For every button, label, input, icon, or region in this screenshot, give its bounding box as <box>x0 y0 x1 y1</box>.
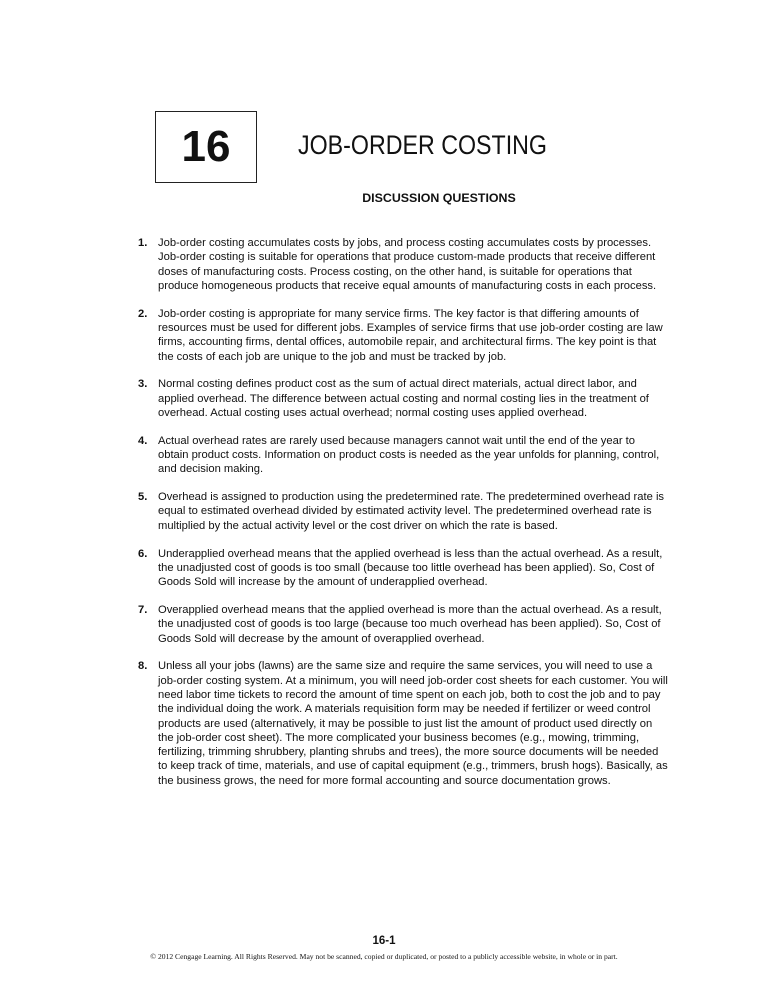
question-text: Job-order costing is appropriate for many service firms. The key factor is that differing amounts of resources must be used for different jobs. Examples of service firms that use job-order costing are law firms, accounting firms, dental offices, automobile repair, and architectural firms. The key point is that the costs of each job are unique to the job and must be tracked by job. <box>158 307 663 363</box>
question-number: 8. <box>138 660 148 673</box>
question-number: 6. <box>138 547 148 560</box>
question-text: Underapplied overhead means that the applied overhead is less than the actual overhead. As a result, the unadjusted cost of goods is too small (because too little overhead has been applied). So, Cost of Goods Sold will increase by the amount of underapplied overhead. <box>158 547 663 589</box>
question-number: 3. <box>138 378 148 391</box>
question-item <box>138 659 668 788</box>
question-number: 5. <box>138 491 148 504</box>
question-item <box>138 490 668 533</box>
section-heading: DISCUSSION QUESTIONS <box>362 191 516 205</box>
question-text: Overhead is assigned to production using the predetermined rate. The predetermined overhead rate is equal to estimated overhead divided by estimated activity level. The predetermined overhead rate is multiplied by the actual activity level or the cost driver on which the rate is based. <box>158 491 665 532</box>
question-text: Job-order costing accumulates costs by jobs, and process costing accumulates costs by processes. Job-order costing is suitable for operations that produce custom-made products that receive different doses of manufacturing costs. Process costing, on the other hand, is suitable for operations that produce homogeneous products that receive equal amounts of manufacturing costs in each process. <box>158 237 657 292</box>
page-number: 16-1 <box>372 935 396 947</box>
question-item <box>138 547 668 590</box>
question-number: 1. <box>138 237 148 249</box>
question-item <box>138 434 668 477</box>
question-text: Overapplied overhead means that the applied overhead is more than the actual overhead. As a result, the unadjusted cost of goods is too large (because too much overhead has been applied). So, Cost of Goods Sold will decrease by the amount of overapplied overhead. <box>158 603 662 645</box>
question-item <box>138 377 668 420</box>
discussion-questions-list <box>138 236 668 802</box>
question-text: Actual overhead rates are rarely used because managers cannot wait until the end of the year to obtain product costs. Information on product costs is needed as the year unfolds for planning, control, and decision making. <box>158 434 660 476</box>
chapter-number-box <box>155 111 257 183</box>
question-item <box>138 236 668 293</box>
copyright-notice: © 2012 Cengage Learning. All Rights Reserved. May not be scanned, copied or duplicated, or posted to a publicly accessible website, in whole or in part. <box>150 952 618 961</box>
question-number: 7. <box>138 603 148 616</box>
question-number: 2. <box>138 307 148 320</box>
question-text: Unless all your jobs (lawns) are the same size and require the same services, you will need to use a job-order costing system. At a minimum, you will need job-order cost sheets for each customer. You will need labor time tickets to record the amount of time spent on each job, both to cost the job and to pay the individual doing the work. A materials requisition form may be needed if fertilizer or weed control products are used (alternatively, it may be possible to just list the amount of product used directly on the job-order cost sheet). The more complicated your business becomes (e.g., mowing, trimming, fertilizing, trimming shrubbery, planting shrubs and trees), the more source documents will be needed to keep track of time, materials, and use of capital equipment (e.g., trimmers, brush hogs). Basically, as the business grows, the need for more formal accounting and source documentation grows. <box>158 660 668 787</box>
question-number: 4. <box>138 434 148 447</box>
question-text: Normal costing defines product cost as the sum of actual direct materials, actual direct labor, and applied overhead. The difference between actual costing and normal costing lies in the treatment of overhead. Actual costing uses actual overhead; normal costing uses applied overhead. <box>158 378 649 419</box>
chapter-number: 16 <box>181 122 231 171</box>
chapter-title: JOB-ORDER COSTING <box>298 130 547 160</box>
question-item <box>138 603 668 646</box>
question-item <box>138 307 668 364</box>
